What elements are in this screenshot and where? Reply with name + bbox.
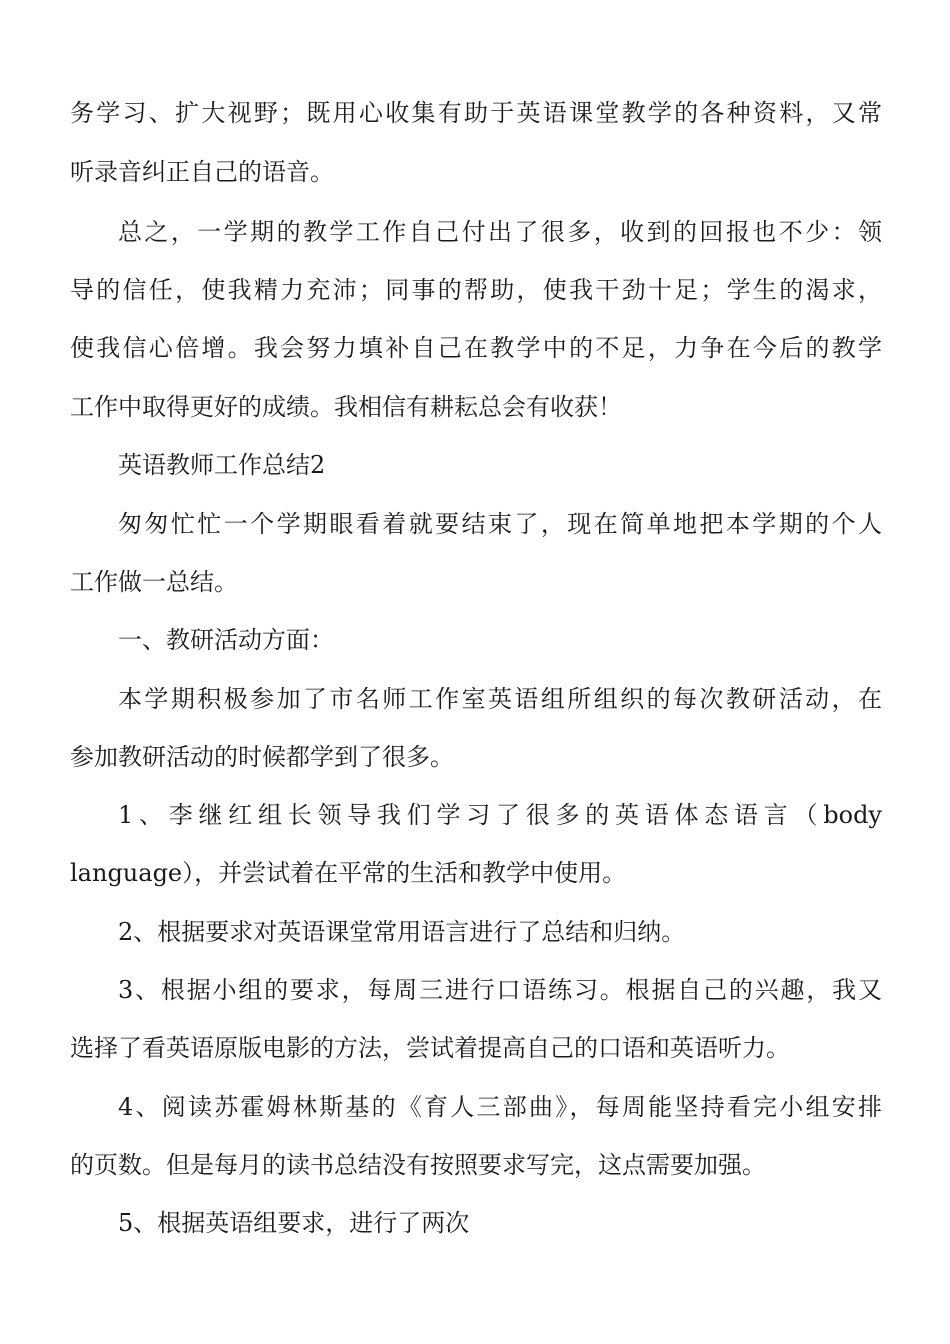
list-item-line: 3、根据小组的要求，每周三进行口语练习。根据自己的兴趣，我又 xyxy=(118,976,882,1004)
paragraph-line: 工作中取得更好的成绩。我相信有耕耘总会有收获！ xyxy=(70,393,622,421)
paragraph-line: 匆匆忙忙一个学期眼看着就要结束了，现在简单地把本学期的个人 xyxy=(118,510,882,538)
list-item-line: 1、李继红组长领导我们学习了很多的英语体态语言（body xyxy=(118,801,882,829)
paragraph-line: 听录音纠正自己的语音。 xyxy=(70,158,334,186)
section-heading: 一、教研活动方面： xyxy=(118,626,334,654)
list-item-line: language），并尝试着在平常的生活和教学中使用。 xyxy=(70,859,627,887)
section-heading: 英语教师工作总结2 xyxy=(118,451,326,479)
paragraph-line: 参加教研活动的时候都学到了很多。 xyxy=(70,743,454,771)
paragraph-line: 本学期积极参加了市名师工作室英语组所组织的每次教研活动，在 xyxy=(118,685,882,713)
list-item-line: 的页数。但是每月的读书总结没有按照要求写完，这点需要加强。 xyxy=(70,1151,766,1179)
paragraph-line: 导的信任，使我精力充沛；同事的帮助，使我干劲十足；学生的渴求， xyxy=(70,276,882,304)
list-item-line: 4、阅读苏霍姆林斯基的《育人三部曲》，每周能坚持看完小组安排 xyxy=(118,1093,882,1121)
list-item-line: 5、根据英语组要求，进行了两次 xyxy=(118,1209,470,1237)
paragraph-line: 使我信心倍增。我会努力填补自己在教学中的不足，力争在今后的教学 xyxy=(70,334,882,362)
paragraph-line: 务学习、扩大视野；既用心收集有助于英语课堂教学的各种资料，又常 xyxy=(70,99,882,127)
paragraph-line: 总之，一学期的教学工作自己付出了很多，收到的回报也不少：领 xyxy=(118,218,882,246)
list-item-line: 选择了看英语原版电影的方法，尝试着提高自己的口语和英语听力。 xyxy=(70,1034,790,1062)
paragraph-line: 工作做一总结。 xyxy=(70,568,238,596)
list-item-line: 2、根据要求对英语课堂常用语言进行了总结和归纳。 xyxy=(118,918,686,946)
